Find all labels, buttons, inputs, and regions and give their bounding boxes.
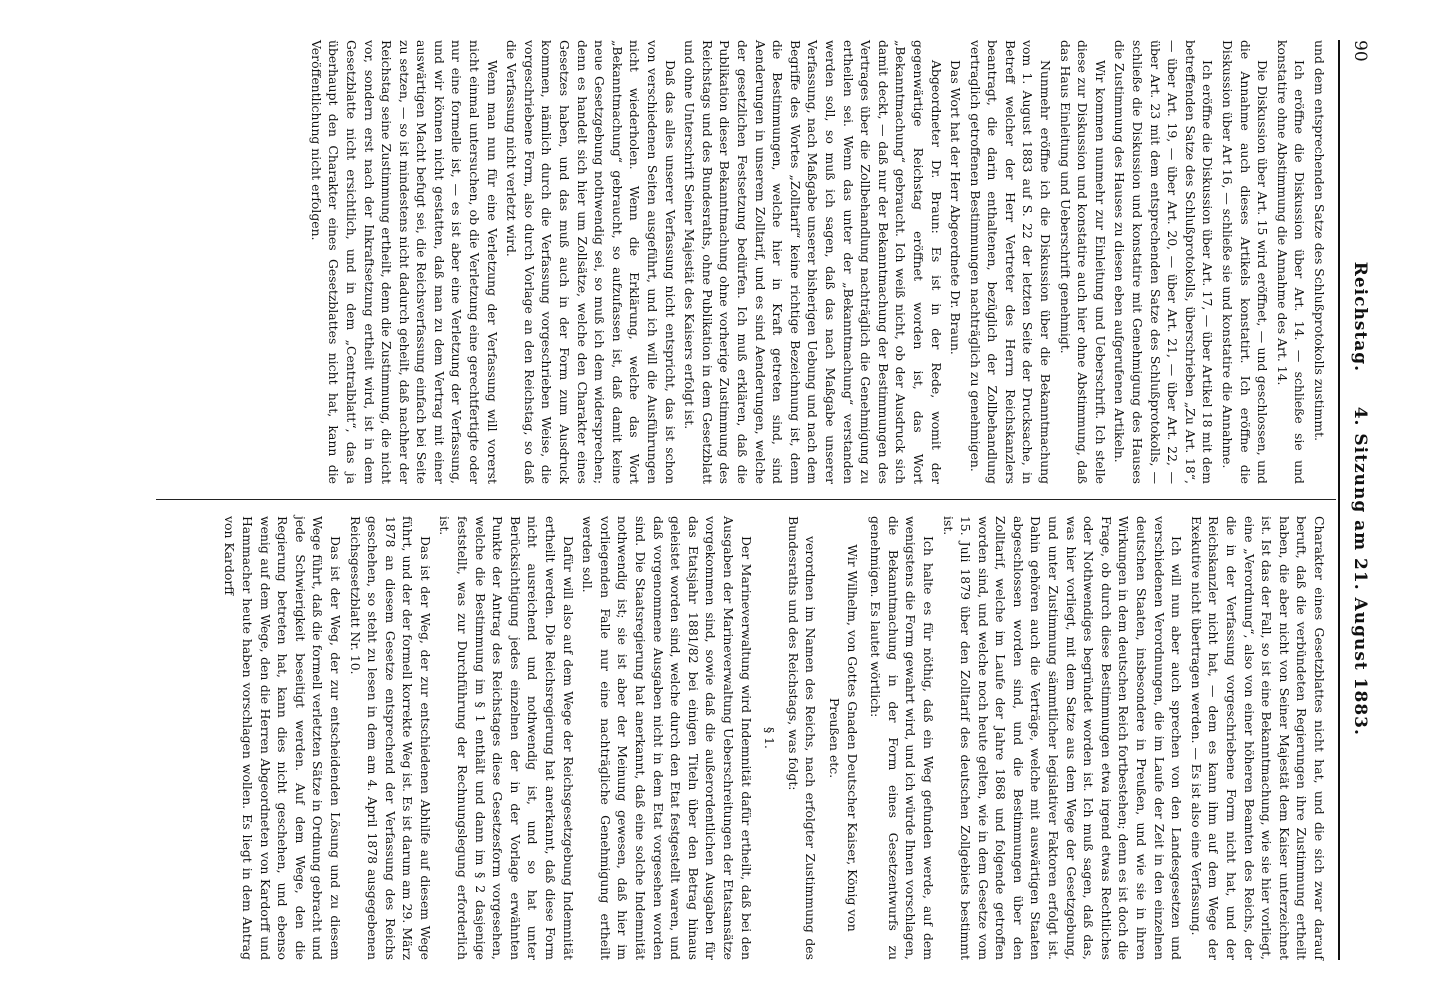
page-number: 90 xyxy=(1350,40,1370,62)
header-body: Reichstag. xyxy=(1350,261,1370,373)
column-divider xyxy=(156,499,1336,500)
paragraph: Wir kommen nunmehr zur Einleitung und Ueberschrift. Ich stelle diese zur Diskussion und konstatire auch hier ohne Abstimmung, daß das Haus Einleitung und Ueberschrift genehmigt. xyxy=(1057,40,1108,484)
paragraph: Nunmehr eröffne ich die Diskussion über die Bekanntmachung vom 1. August 1883 auf S. 22 der letzten Seite der Drucksache, in Betreff welcher der Herr Vertreter des Herrn Reichskanzlers beantragt, die darin enthaltenen, bezüglich der Zollbehandlung vertraglich getroffenen Bestimmungen nachträglich zu genehmigen. xyxy=(967,40,1054,484)
paragraph: Das Wort hat der Herr Abgeordnete Dr. Braun. xyxy=(948,60,964,355)
paragraph: Ich halte es für nöthig, daß ein Weg gefunden werde, auf dem wenigstens die Form gewahrt wird, und ich würde Ihnen vorschlagen, die Bekanntmachung in der Form eines Gesetzentwurfs zu genehmigen. Es lautet wörtlich: xyxy=(868,516,936,960)
paragraph: verordnen im Namen des Reichs, nach erfolgter Zustimmung des Bundesraths und des Reichstags, was folgt: xyxy=(785,516,819,960)
header-rule xyxy=(1338,40,1340,960)
paragraph: Ich eröffne die Diskussion über Art. 14. — schließe sie und konstatire ohne Abstimmung die Annahme des Art. 14. xyxy=(1274,40,1308,484)
paragraph: Die Diskussion über Art. 15 wird eröffnet, — und geschlossen, und die Annahme auch dieses Artikels konstatirt. Ich eröffne die Diskussion über Art 16, — schließe sie und konstatire die Annahme. xyxy=(1220,40,1271,484)
session-title xyxy=(1350,62,1370,936)
paragraph: Ich eröffne die Diskussion über Art. 17, — über Artikel 18 mit dem betreffenden Satze des Schlußprotokolls, überschrieben „Zu Art. 18“, — über Art. 19, — über Art. 20, — über Art. 21, — über Art. 22, — über Art. 23 mit dem entsprechenden Satze des Schlußprotokolls, — schließe die Diskussion und konstatire mit Genehmigung des Hauses die Zustimmung des Hauses zu diesen eben aufgerufenen Artikeln. xyxy=(1112,40,1216,484)
paragraph: Charakter eines Gesetzblattes nicht hat, und die sich zwar darauf beruft, daß die verbündeten Regierungen ihre Zustimmung ertheilt haben, die aber nicht von Seiner Majestät dem Kaiser unterzeichnet ist. Ist das der Fall, so ist eine Bekanntmachung, wie sie hier vorliegt, eine „Verordnung“, also von einer höheren Beamten des Reichs, der die in der Verfassung vorgeschriebene Form nicht hat, und der Reichskanzler nicht hat, — dem es kann ihm auf dem Wege der Exekutive nicht übertragen werden. — Es ist also eine Verfassung. xyxy=(1188,516,1327,960)
paragraph: Dafür will also auf dem Wege der Reichsgesetzgebung Indemnität ertheilt werden. Die Reichsregierung hat anerkannt, daß diese Form nicht ausreichend und nothwendig ist, und so hat unter Berücksichtigung jedes einzelnen der in der Vorlage erwähnten Punkte der Antrag des Reichstages diese Gesetzesform vorgesehen, welche die Bestimmung im § 1 enthält und dann im § 2 dasjenige feststellt, was zur Durchführung der Rechnungslegung erforderlich ist. xyxy=(437,516,576,960)
paragraph: Das ist der Weg, der zur entschiedenen Abhilfe auf diesem Wege führt, und der der formell korrekte Weg ist. Es ist darum am 29. März 1878 an diesem Gesetze entsprechend der Verfassung des Reichs geschehen, so steht zu lesen in dem am 4. April 1878 ausgegebenen Reichsgesetzblatt Nr. 10. xyxy=(347,516,433,960)
speaker-paragraph: Abgeordneter Dr. Braun: Es ist in der Rede, womit der gegenwärtige Reichstag eröffnet worden ist, das Wort „Bekanntmachung“ gebraucht. Ich weiß nicht, ob der Ausdruck sich damit deckt, — daß nur der Bekanntmachung der Bestimmungen des Vertrages über die Zollbehandlung nachträglich die Genehmigung zu ertheilen sei. Wenn das unter der „Bekanntmachung“ verstanden werden soll, so muß ich sagen, daß das nach Maßgabe unserer Verfassung, nach Maßgabe unserer bisherigen Uebung und nach dem Begriffe des Wortes „Zolltarif“ keine richtige Bezeichnung ist, denn die Bestimmungen, welche hier in Kraft getreten sind, sind Aenderungen in unserem Zolltarif, und es sind Aenderungen, welche der gesetzlichen Festsetzung bedürfen. Ich muß erklären, daß die Publikation dieser Bekanntmachung ohne vorherige Zustimmung des Reichstags und des Bundesraths, ohne Publikation in dem Gesetzblatt und ohne Unterschrift Seiner Majestät des Kaisers erfolgt ist. xyxy=(682,40,944,484)
paragraph: Das ist der Weg, der zur entscheidenden Lösung und zu diesem Wege führt, daß die formell verletzten Sätze in Ordnung gebracht und jede Schwierigkeit beseitigt werden. Auf dem Wege, den die Regierung betreten hat, kann dies nicht geschehen, und ebenso wenig auf dem Wege, den die Herren Abgeordneten von Kardorff und Hammacher heute haben vorschlagen wollen. Es liegt in dem Antrag von Kardorff xyxy=(222,516,343,960)
paragraph: und dem entsprechenden Satze des Schlußprotokolls zustimmt. xyxy=(1312,40,1327,442)
paragraph: Wenn man nun für eine Verletzung der Verfassung will vorerst nicht einmal untersuchen, ob die Verletzung eine gerechtfertigte oder nur eine formelle ist, — es ist aber eine Verletzung der Verfassung, und wir können nicht gestatten, daß man zu dem Vertrag mit einer auswärtigen Macht befugt sei, die Reichsverfassung einfach bei Seite zu setzen, — so ist mindestens nicht dadurch geheilt, daß nachher der Reichstag seine Zustimmung ertheilt, denn die Zustimmung, die nicht vor, sondern erst nach der Inkraftsetzung ertheilt wird, ist in dem Gesetzblatte nicht ersichtlich, und in dem „Centralblatt“, das ja überhaupt den Charakter eines Gesetzblattes nicht hat, kann die Veröffentlichung nicht erfolgen. xyxy=(308,40,500,484)
paragraph: Daß das alles unserer Verfassung nicht entspricht, das ist schon von verschiedenen Seiten ausgeführt, und ich will die Ausführungen nicht wiederholen. Wenn die Erklärung, welche das Wort „Bekanntmachung“ gebraucht, so aufzufassen ist, daß damit keine neue Gesetzgebung nothwendig sei, so muß ich dem widersprechen; denn es handelt sich hier um Zollsätze, welche den Charakter eines Gesetzes haben, und das muß auch in der Form zum Ausdruck kommen, nämlich durch die Verfassung vorgeschrieben Weise, die vorgeschriebene Form, also durch Vorlage an den Reichstag, so daß die Verfassung nicht verletzt wird. xyxy=(504,40,678,484)
paragraph: Ich will nun aber auch sprechen von den Landesgesetzen und verschiedenen Verordnungen, die im Laufe der Zeit in den einzelnen deutschen Staaten, insbesondere in Preußen, und wie sie in ihren Wirkungen in dem deutschen Reich fortbestehen; denn es ist doch die Frage, ob durch diese Bestimmungen etwa irgend etwas Rechtliches oder Nothwendiges begründet worden ist. Ich muß sagen, daß das, was hier vorliegt, mit dem Satze aus dem Wege der Gesetzgebung, und unter Zustimmung sämmtlicher legislativer Faktoren erfolgt ist. Dahin gehören auch die Verträge, welche mit auswärtigen Staaten abgeschlossen worden sind, und die Bestimmungen über den Zolltarif, welche im Laufe der Jahre 1868 und folgende getroffen worden sind, und welche noch heute gelten, wie in dem Gesetze vom 15. Juli 1879 über den Zolltarif des deutschen Zollgebiets bestimmt ist. xyxy=(940,516,1185,960)
left-column xyxy=(305,40,1328,484)
header-session: 4. Sitzung am 21. August 1883. xyxy=(1350,406,1370,736)
paragraph: Der Marineverwaltung wird Indemnität dafür ertheilt, daß bei den Ausgaben der Marineverwaltung Ueberschreitungen der Etatsansätze vorgekommen sind, sowie daß die außerordentlichen Ausgaben für das Etatsjahr 1881/82 bei einigen Titeln über den Betrag hinaus geleistet worden sind, welche durch den Etat festgestellt waren, und daß vorgenommene Ausgaben nicht in dem Etat vorgesehen worden sind. Die Staatsregierung hat anerkannt, daß eine solche Indemnität nothwendig ist; sie ist aber der Meinung gewesen, daß hier im vorliegenden Falle nur eine nachträgliche Genehmigung ertheilt werden soll. xyxy=(580,516,754,960)
page-header xyxy=(1344,40,1370,960)
decree-preamble: Wir Wilhelm, von Gottes Gnaden Deutscher Kaiser, König von Preußen etc. xyxy=(826,544,860,932)
right-column xyxy=(219,516,1328,960)
section-heading: § 1. xyxy=(762,727,778,749)
